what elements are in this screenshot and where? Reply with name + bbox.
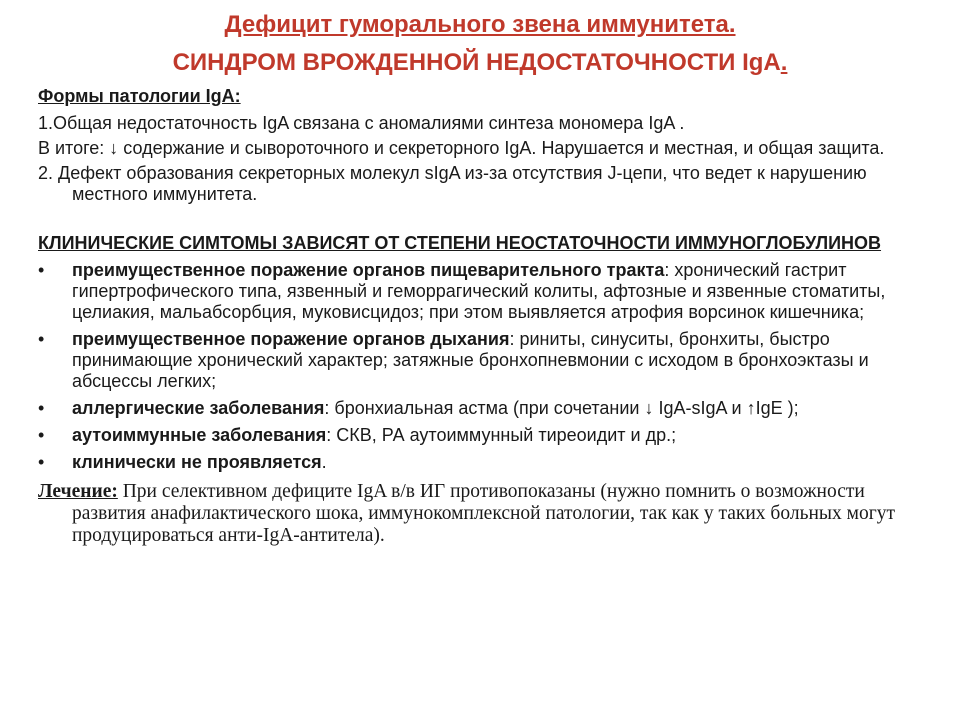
treatment-label: Лечение: (38, 481, 118, 502)
title-line-2 (0, 48, 960, 78)
clinical-item-text: : бронхиальная астма (при сочетании ↓ IgA-sIgA и ↑IgE ); (324, 398, 799, 418)
bullet-mark: • (38, 425, 45, 445)
treatment-text: При селективном дефиците IgA в/в ИГ противопоказаны (нужно помнить о возможности развития анафилактического шока, иммунокомплексной патологии, так как у таких больных могут продуцироваться анти-IgA-антитела). (72, 481, 895, 546)
clinical-item (38, 425, 938, 446)
clinical-item (38, 260, 938, 323)
treatment-paragraph (38, 481, 938, 547)
clinical-item-text: : СКВ, РА аутоиммунный тиреоидит и др.; (326, 425, 677, 445)
clinical-item (38, 452, 938, 473)
clinical-item-title: аутоиммунные заболевания (72, 425, 327, 445)
forms-item-1: 1.Общая недостаточность IgA связана с аномалиями синтеза мономера IgA . (38, 113, 685, 133)
clinical-item-title: преимущественное поражение органов дыхания (72, 329, 510, 349)
clinical-item-text: . (321, 452, 327, 472)
bullet-mark: • (38, 452, 45, 472)
clinical-item-title: клинически не проявляется (72, 452, 322, 472)
clinical-item (38, 398, 938, 419)
slide-content (38, 86, 938, 547)
clinical-item-title: аллергические заболевания (72, 398, 325, 418)
clinical-heading: КЛИНИЧЕСКИЕ СИМТОМЫ ЗАВИСЯТ ОТ СТЕПЕНИ НЕОСТАТОЧНОСТИ ИММУНОГЛОБУЛИНОВ (38, 233, 882, 253)
title-line-2-dot: . (780, 49, 788, 76)
clinical-item (38, 329, 938, 392)
title-line-2-text: СИНДРОМ ВРОЖДЕННОЙ НЕДОСТАТОЧНОСТИ IgA (172, 49, 781, 76)
clinical-item-text: : хронический гастрит гипертрофического типа, язвенный и геморрагический колиты, афтозные и язвенные стоматиты, целиакия, мальабсорбция, муковисцидоз; при этом выявляется атрофия ворсинок кишечника; (72, 260, 886, 322)
bullet-mark: • (38, 329, 45, 349)
bullet-mark: • (38, 398, 45, 418)
title-line-1: Дефицит гуморального звена иммунитета. (224, 11, 736, 38)
forms-item-2: 2. Дефект образования секреторных молекул sIgA из-за отсутствия J-цепи, что ведет к нарушению местного иммунитета. (38, 163, 867, 204)
forms-heading: Формы патологии IgA: (38, 86, 241, 106)
clinical-item-title: преимущественное поражение органов пищеварительного тракта (72, 260, 665, 280)
bullet-mark: • (38, 260, 45, 280)
clinical-item-text: : риниты, синуситы, бронхиты, быстро принимающие хронический характер; затяжные бронхопневмонии с исходом в бронхоэктазы и абсцессы легких; (72, 329, 869, 391)
forms-result: В итоге: ↓ содержание и сывороточного и секреторного IgA. Нарушается и местная, и общая защита. (38, 138, 885, 158)
